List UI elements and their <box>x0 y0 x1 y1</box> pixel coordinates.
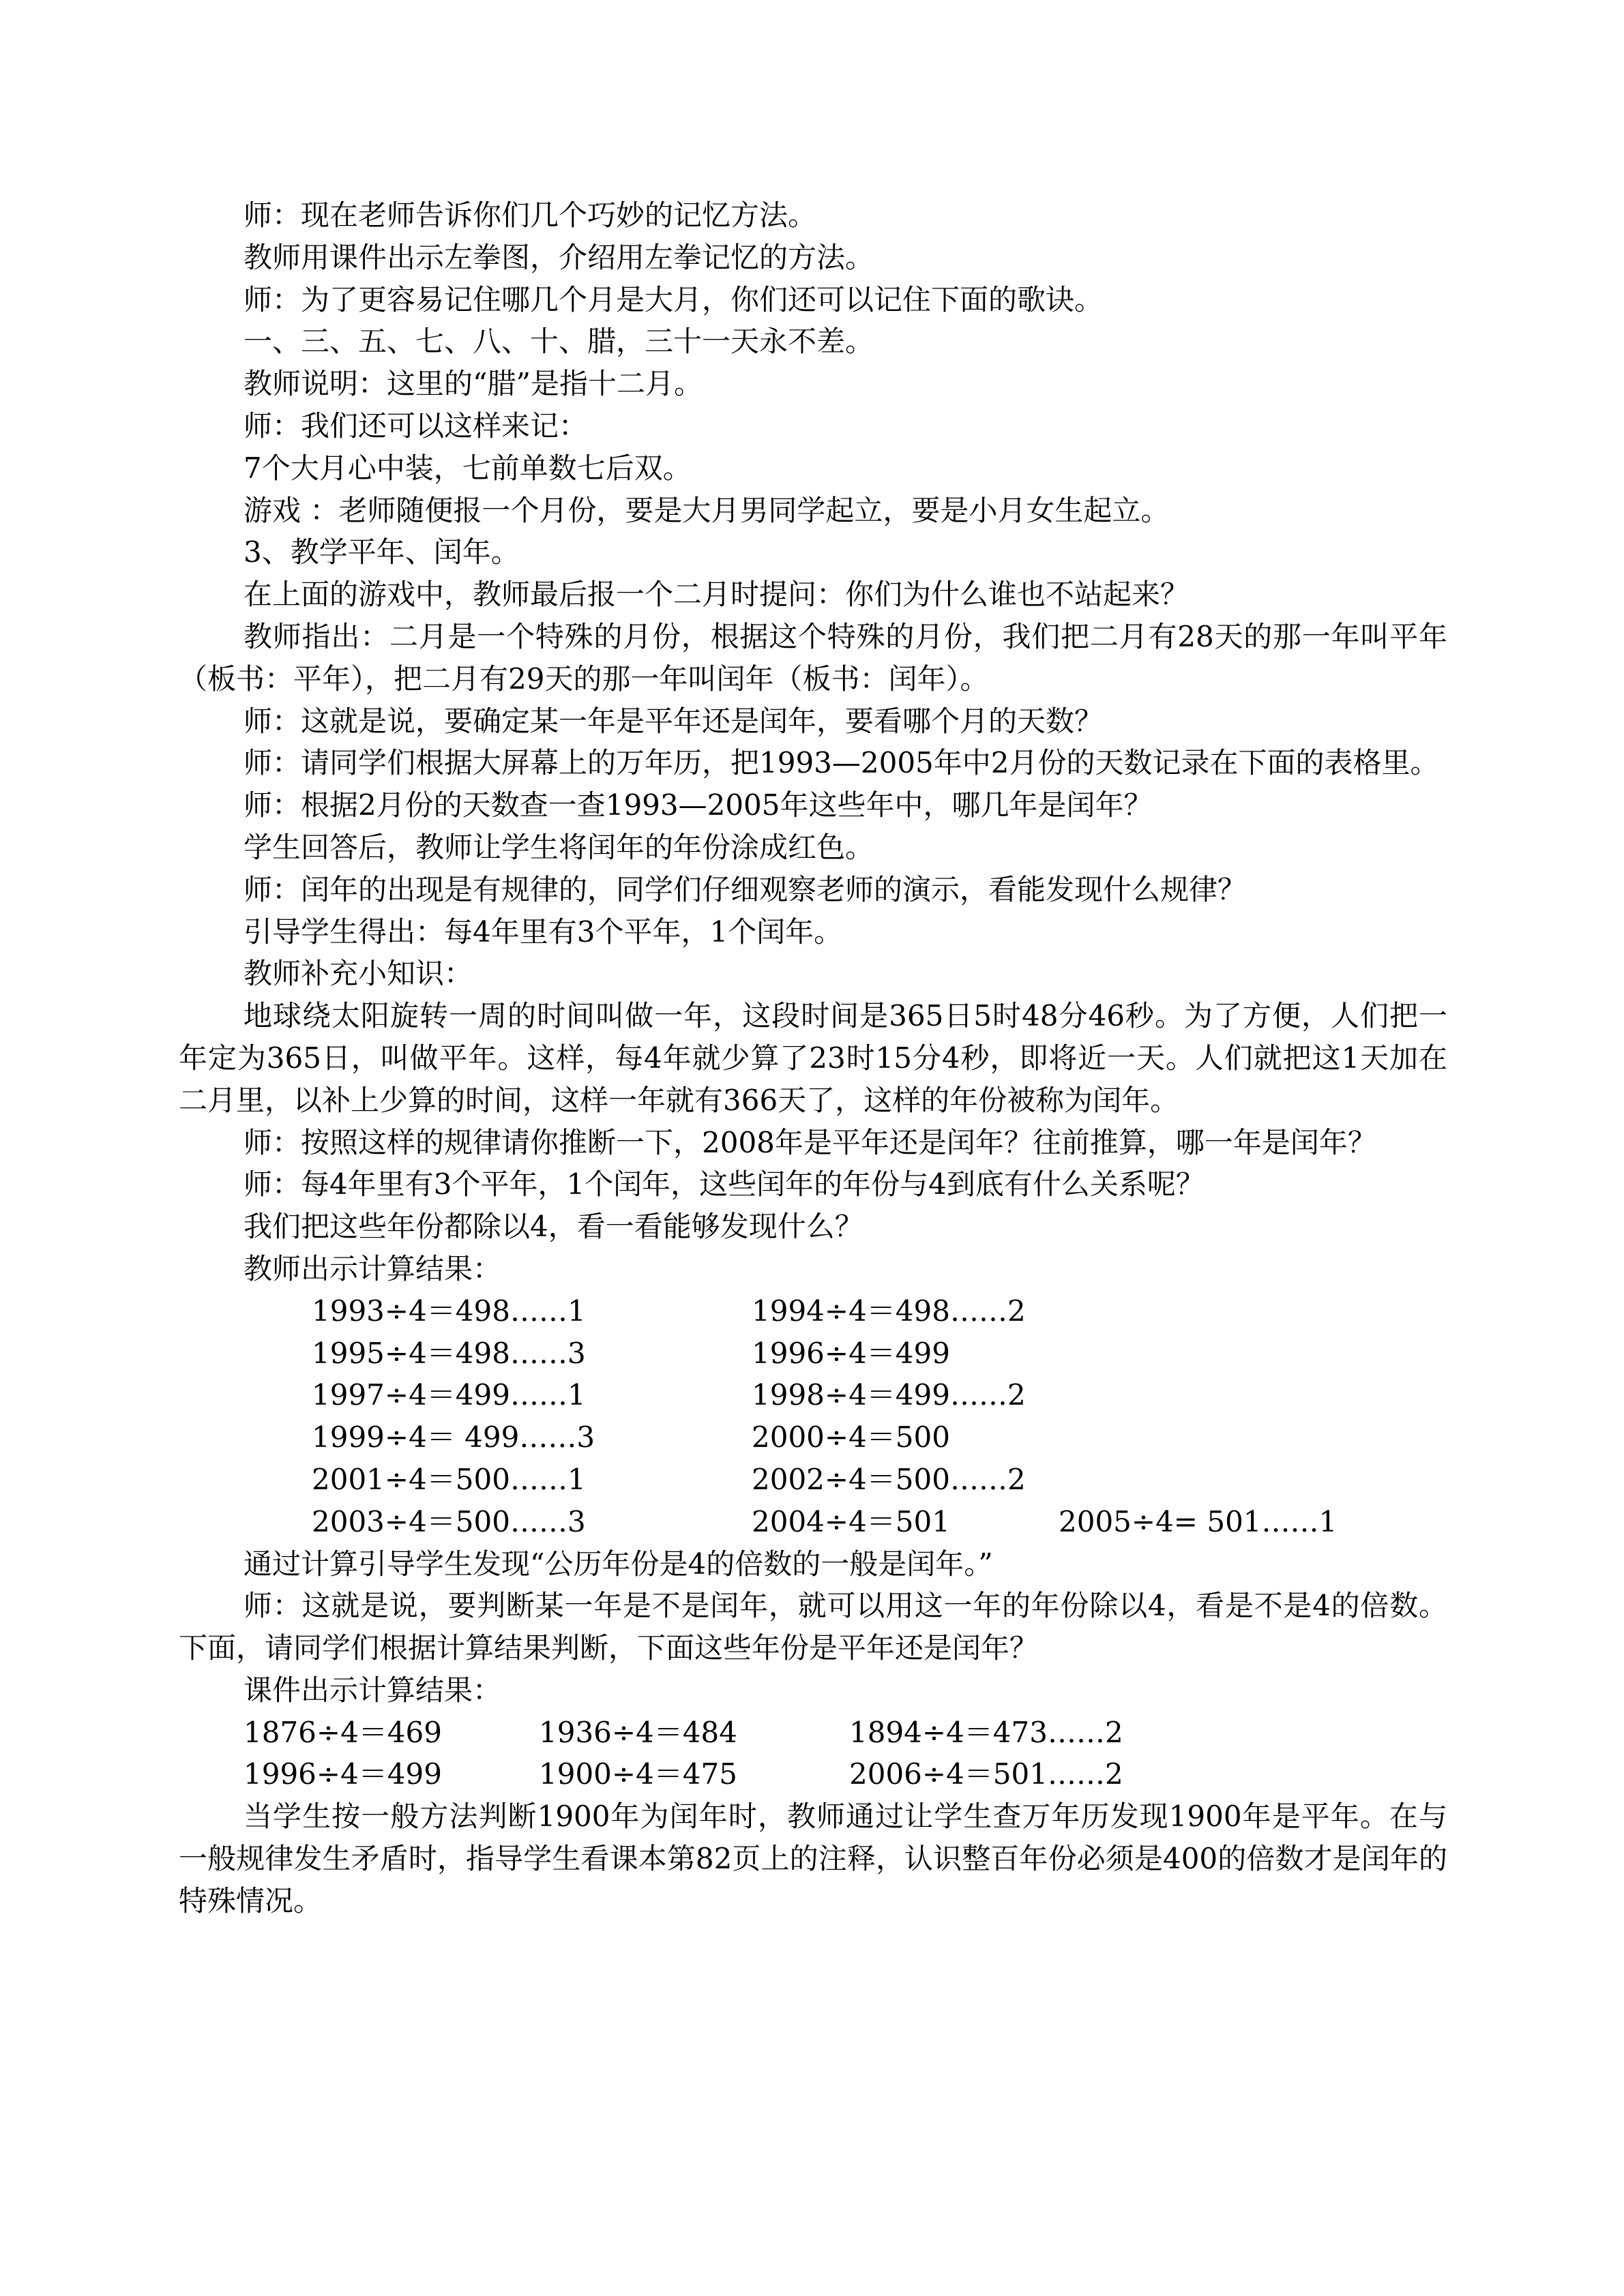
paragraph: 引导学生得出：每4年里有3个平年，1个闰年。 <box>243 914 843 949</box>
calc-item: 1993÷4＝498……1 <box>312 1294 586 1328</box>
paragraph: 一、三、五、七、八、十、腊，三十一天永不差。 <box>243 325 874 359</box>
document-body <box>179 194 1447 1922</box>
check-item: 1900÷4＝475 <box>539 1757 737 1791</box>
paragraph: 教师指出：二月是一个特殊的月份，根据这个特殊的月份，我们把二月有28天的那一年叫平年（板书：平年），把二月有29天的那一年叫闰年（板书：闰年）。 <box>179 619 1447 696</box>
calc-item: 1999÷4＝ 499……3 <box>312 1420 595 1455</box>
calc-item: 2004÷4＝501 <box>752 1504 950 1538</box>
calc-row <box>179 1290 1447 1332</box>
calc-item: 1998÷4＝499……2 <box>752 1378 1026 1412</box>
check-item: 2006÷4＝501……2 <box>849 1757 1123 1791</box>
calc-row <box>179 1459 1447 1501</box>
calc-row <box>179 1332 1447 1375</box>
calc-item: 1994÷4＝498……2 <box>752 1294 1026 1328</box>
paragraph: 7个大月心中装，七前单数七后双。 <box>243 451 692 485</box>
paragraph: 师：根据2月份的天数查一查1993—2005年这些年中，哪几年是闰年？ <box>243 788 1153 822</box>
paragraph: 学生回答后，教师让学生将闰年的年份涂成红色。 <box>243 830 874 864</box>
paragraph: 师：按照这样的规律请你推断一下，2008年是平年还是闰年？往前推算，哪一年是闰年？ <box>243 1125 1376 1159</box>
paragraph: 师：现在老师告诉你们几个巧妙的记忆方法。 <box>243 198 817 232</box>
calc-item: 2005÷4= 501……1 <box>1059 1504 1338 1538</box>
check-item: 1894÷4＝473……2 <box>849 1715 1123 1749</box>
paragraph: 师：请同学们根据大屏幕上的万年历，把1993—2005年中2月份的天数记录在下面的表格里。 <box>243 746 1439 780</box>
section-heading: 3、教学平年、闰年。 <box>243 535 520 569</box>
check-item: 1876÷4＝469 <box>243 1715 442 1749</box>
paragraph: 当学生按一般方法判断1900年为闰年时，教师通过让学生查万年历发现1900年是平年。在与一般规律发生矛盾时，指导学生看课本第82页上的注释，认识整百年份必须是400的倍数才是闰年的特殊情况。 <box>179 1800 1447 1918</box>
calc-row <box>179 1416 1447 1459</box>
paragraph: 教师补充小知识： <box>243 957 473 991</box>
paragraph: 游戏 ：老师随便报一个月份，要是大月男同学起立，要是小月女生起立。 <box>243 493 1170 527</box>
calc-item: 2000÷4＝500 <box>752 1420 950 1455</box>
paragraph: 师：闰年的出现是有规律的，同学们仔细观察老师的演示，看能发现什么规律？ <box>243 872 1247 906</box>
paragraph: 师：为了更容易记住哪几个月是大月，你们还可以记住下面的歌诀。 <box>243 282 1104 316</box>
calc-item: 1996÷4＝499 <box>752 1336 950 1370</box>
check-item: 1936÷4＝484 <box>539 1715 737 1749</box>
check-item: 1996÷4＝499 <box>243 1757 442 1791</box>
calc-row <box>179 1374 1447 1416</box>
paragraph: 教师出示计算结果： <box>243 1251 502 1285</box>
calc-item: 1997÷4＝499……1 <box>312 1378 586 1412</box>
division-results <box>179 1290 1447 1543</box>
check-results <box>179 1712 1447 1796</box>
paragraph: 课件出示计算结果： <box>243 1673 502 1707</box>
paragraph: 通过计算引导学生发现“公历年份是4的倍数的一般是闰年。” <box>243 1547 993 1581</box>
calc-item: 1995÷4＝498……3 <box>312 1336 586 1370</box>
paragraph: 教师说明：这里的“腊”是指十二月。 <box>243 367 703 401</box>
calc-item: 2001÷4＝500……1 <box>312 1462 586 1496</box>
calc-item: 2002÷4＝500……2 <box>752 1462 1026 1496</box>
paragraph: 师：这就是说，要判断某一年是不是闰年，就可以用这一年的年份除以4，看是不是4的倍数。下面，请同学们根据计算结果判断，下面这些年份是平年还是闰年？ <box>179 1589 1447 1665</box>
paragraph: 师：我们还可以这样来记： <box>243 408 588 443</box>
check-row <box>179 1712 1447 1754</box>
paragraph: 在上面的游戏中，教师最后报一个二月时提问：你们为什么谁也不站起来？ <box>243 578 1190 612</box>
paragraph: 师：每4年里有3个平年，1个闰年，这些闰年的年份与4到底有什么关系呢？ <box>243 1167 1205 1202</box>
check-row <box>179 1753 1447 1795</box>
paragraph: 教师用课件出示左拳图，介绍用左拳记忆的方法。 <box>243 240 874 274</box>
calc-row <box>179 1501 1447 1543</box>
paragraph: 地球绕太阳旋转一周的时间叫做一年，这段时间是365日5时48分46秒。为了方便，人们把一年定为365日，叫做平年。这样，每4年就少算了23时15分4秒，即将近一天。人们就把这1天加在二月里，以补上少算的时间，这样一年就有366天了，这样的年份被称为闰年。 <box>179 999 1447 1117</box>
paragraph: 我们把这些年份都除以4，看一看能够发现什么？ <box>243 1210 863 1244</box>
calc-item: 2003÷4＝500……3 <box>312 1504 586 1538</box>
paragraph: 师：这就是说，要确定某一年是平年还是闰年，要看哪个月的天数？ <box>243 704 1104 738</box>
